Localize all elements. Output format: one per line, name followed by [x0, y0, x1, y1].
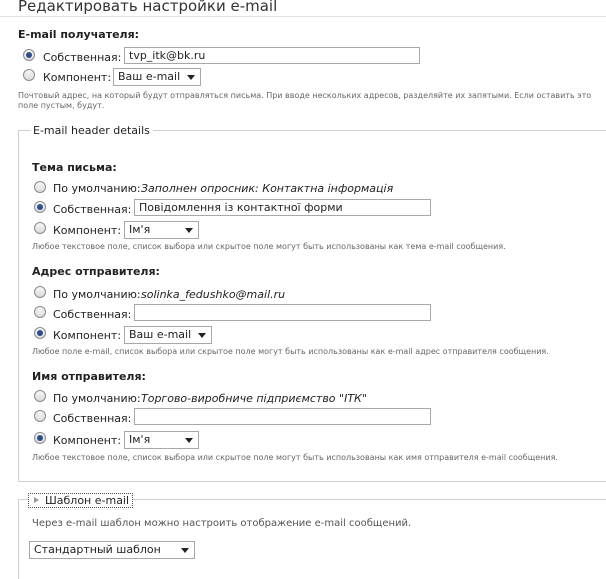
- subject-component-radio[interactable]: [34, 222, 46, 234]
- from-address-own-label: Собственная:: [53, 308, 132, 321]
- subject-description: Любое текстовое поле, список выбора или скрытое поле могут быть использованы как тема e-mail сообщения.: [32, 242, 506, 251]
- from-address-heading: Адрес отправителя:: [32, 265, 160, 278]
- subject-component-select[interactable]: [124, 221, 199, 239]
- from-name-component-label: Компонент:: [53, 434, 122, 447]
- from-name-component-value: Ім'я: [129, 433, 151, 446]
- subject-component-label: Компонент:: [53, 224, 122, 237]
- chevron-down-icon: [181, 548, 189, 553]
- from-name-default-radio[interactable]: [34, 390, 46, 402]
- recipient-heading: E-mail получателя:: [18, 28, 140, 41]
- template-select[interactable]: [29, 541, 195, 559]
- subject-default-radio[interactable]: [34, 181, 46, 193]
- title-divider: [0, 16, 606, 17]
- subject-own-radio[interactable]: [34, 201, 46, 213]
- from-name-own-radio[interactable]: [34, 410, 46, 422]
- from-name-own-label: Собственная:: [53, 412, 132, 425]
- subject-own-label: Собственная:: [53, 203, 132, 216]
- from-name-description: Любое текстовое поле, список выбора или скрытое поле могут быть использованы как имя отправителя e-mail сообщения.: [32, 453, 558, 462]
- chevron-down-icon: [187, 75, 195, 80]
- template-select-value: Стандартный шаблон: [34, 543, 161, 556]
- from-address-own-radio[interactable]: [34, 306, 46, 318]
- page-title: Редактировать настройки e-mail: [18, 0, 278, 15]
- recipient-component-value: Ваш e-mail: [118, 70, 181, 83]
- from-address-component-label: Компонент:: [53, 329, 122, 342]
- from-name-component-radio[interactable]: [34, 432, 46, 444]
- chevron-down-icon: [198, 333, 206, 338]
- recipient-own-input[interactable]: tvp_itk@bk.ru: [124, 47, 420, 64]
- recipient-description: Почтовый адрес, на который будут отправляться письма. При вводе нескольких адресов, разделяйте их запятыми. Если оставить это поле пустым, будут.: [18, 91, 592, 110]
- from-name-default-value: Торгово-виробниче підприємство "ІТК": [141, 392, 367, 405]
- template-legend-label: Шаблон e-mail: [45, 494, 130, 507]
- from-address-default-value: solinka_fedushko@mail.ru: [141, 288, 286, 301]
- recipient-component-radio[interactable]: [23, 69, 35, 81]
- header-details-legend: E-mail header details: [30, 124, 153, 137]
- subject-own-input[interactable]: Повідомлення із контактної форми: [134, 199, 431, 216]
- from-name-default-label: По умолчанию:: [53, 392, 141, 405]
- from-address-component-radio[interactable]: [34, 327, 46, 339]
- chevron-down-icon: [185, 228, 193, 233]
- chevron-down-icon: [185, 438, 193, 443]
- subject-component-value: Ім'я: [129, 223, 151, 236]
- recipient-own-radio[interactable]: [23, 49, 35, 61]
- from-address-component-value: Ваш e-mail: [129, 328, 192, 341]
- subject-default-value: Заполнен опросник: Контактна інформація: [141, 182, 394, 195]
- recipient-component-label: Компонент:: [43, 71, 112, 84]
- from-address-default-label: По умолчанию:: [53, 288, 141, 301]
- from-address-own-input[interactable]: [134, 304, 431, 321]
- subject-heading: Тема письма:: [32, 161, 117, 174]
- recipient-own-label: Собственная:: [43, 51, 122, 64]
- template-fieldset: [18, 499, 606, 579]
- from-name-heading: Имя отправителя:: [32, 370, 146, 383]
- template-legend-toggle[interactable]: [28, 493, 133, 508]
- from-address-description: Любое поле e-mail, список выбора или скрытое поле могут быть использованы как e-mail адрес отправителя сообщения.: [32, 347, 549, 356]
- from-name-own-input[interactable]: [134, 408, 431, 425]
- template-description: Через e-mail шаблон можно настроить отображение e-mail сообщений.: [32, 518, 412, 529]
- from-name-component-select[interactable]: [124, 431, 199, 449]
- triangle-right-icon: [34, 497, 39, 503]
- from-address-default-radio[interactable]: [34, 286, 46, 298]
- subject-default-label: По умолчанию:: [53, 182, 141, 195]
- from-address-component-select[interactable]: [124, 326, 212, 344]
- recipient-component-select[interactable]: [113, 68, 201, 86]
